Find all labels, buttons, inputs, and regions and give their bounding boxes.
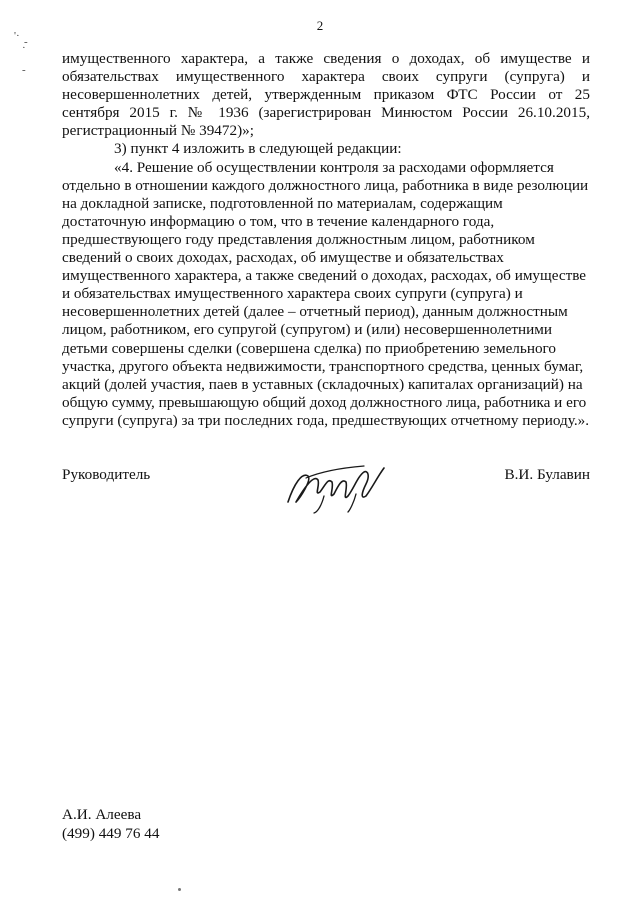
paragraph: «4. Решение об осуществлении контроля за расходами оформляется отдельно в отношении каждого должностного лица, работника в виде резолюции на докладной записке, подготовленной по материалам, содержащим достаточную информацию о том, что в течение календарного года, предшествующего году представления должностным лицом, работником сведений о своих доходах, расходах, об имуществе и обязательствах имущественного характера, а также сведений о доходах, расходах, об имуществе и обязательствах имущественного характера своих супруги (супруга) и несовершеннолетних детей (далее – отчетный период), данным должностным лицом, работником, его супругой (супругом) и (или) несовершеннолетними детьми совершены сделки (совершена сделка) по приобретению земельного участка, другого объекта недвижимости, транспортного средства, ценных бумаг, акций (долей участия, паев в уставных (складочных) капиталах организаций) на общую сумму, превышающую общий доход должностного лица, работника и его супруги (супруга) за три последних года, предшествующих отчетному периоду.».: [62, 158, 590, 429]
handwritten-signature: [280, 458, 390, 514]
scan-mark: -: [22, 64, 26, 76]
document-body: [62, 50, 590, 430]
scan-mark: -: [24, 36, 28, 48]
paragraph: 3) пункт 4 изложить в следующей редакции:: [114, 140, 402, 158]
signatory-title: Руководитель: [62, 466, 151, 483]
scan-mark: '·: [14, 30, 20, 42]
paragraph: имущественного характера, а также сведения о доходах, об имуществе и обязательствах имущественного характера своих супруги (супруга) и несовершеннолетних детей, утвержденным приказом ФТС России от 25 сентября 2015 г. № 1936 (зарегистрирован Минюстом России 26.10.2015, регистрационный № 39472)»;: [62, 50, 590, 140]
executor-block: [62, 806, 159, 843]
executor-name: А.И. Алеева: [62, 806, 142, 823]
scan-artifact: [178, 888, 181, 891]
page-number: 2: [316, 18, 324, 33]
signatory-name: В.И. Булавин: [504, 466, 590, 483]
scan-mark: ·: [22, 42, 26, 54]
executor-phone: (499) 449 76 44: [62, 824, 160, 842]
